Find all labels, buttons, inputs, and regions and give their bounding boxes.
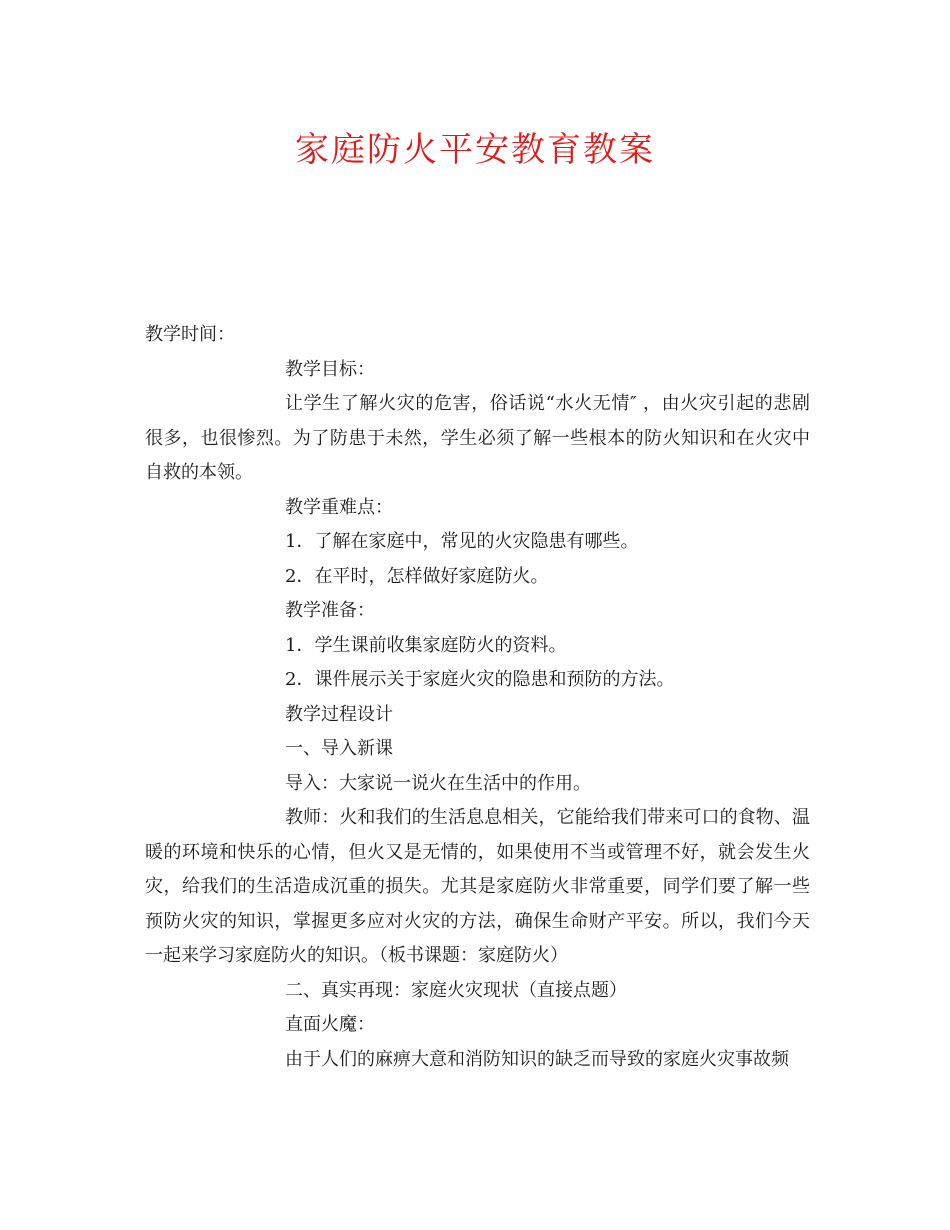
- section-heading: 一、导入新课: [285, 738, 393, 759]
- key-point-item: 1．了解在家庭中，常见的火灾隐患有哪些。: [285, 531, 639, 552]
- teacher-paragraph: 教师：火和我们的生活息息相关，它能给我们带来可口的食物、温暖的环境和快乐的心情，但火又是无情的，如果使用不当或管理不好，就会发生火灾，给我们的生活造成沉重的损失。尤其是家庭防火非常重要，同学们要了解一些预防火灾的知识，掌握更多应对火灾的方法，确保生命财产平安。所以，我们今天一起来学习家庭防火的知识。（板书课题：家庭防火）: [145, 807, 810, 966]
- section-heading: 二、真实再现：家庭火灾现状（直接点题）: [285, 979, 627, 1001]
- process-heading: 教学过程设计: [285, 703, 393, 725]
- face-fire-heading: 直面火魔：: [285, 1014, 375, 1035]
- document-body: [145, 318, 810, 1077]
- intro-line: 导入：大家说一说火在生活中的作用。: [285, 772, 591, 794]
- last-paragraph-line: 由于人们的麻痹大意和消防知识的缺乏而导致的家庭火灾事故频: [285, 1048, 789, 1070]
- document-title: 家庭防火平安教育教案: [295, 130, 655, 170]
- key-point-item: 2．在平时，怎样做好家庭防火。: [285, 565, 549, 587]
- teaching-objective-heading: 教学目标：: [285, 358, 375, 380]
- teaching-time-label: 教学时间：: [145, 324, 235, 345]
- preparation-heading: 教学准备：: [285, 600, 375, 621]
- preparation-item: 2．课件展示关于家庭火灾的隐患和预防的方法。: [285, 669, 675, 690]
- key-points-heading: 教学重难点：: [285, 496, 393, 518]
- objective-paragraph: 让学生了解火灾的危害，俗话说“水火无情″ ，由火灾引起的悲剧很多，也很惨烈。为了防患于未然，学生必须了解一些根本的防火知识和在火灾中自救的本领。: [145, 393, 810, 483]
- preparation-item: 1．学生课前收集家庭防火的资料。: [285, 634, 567, 656]
